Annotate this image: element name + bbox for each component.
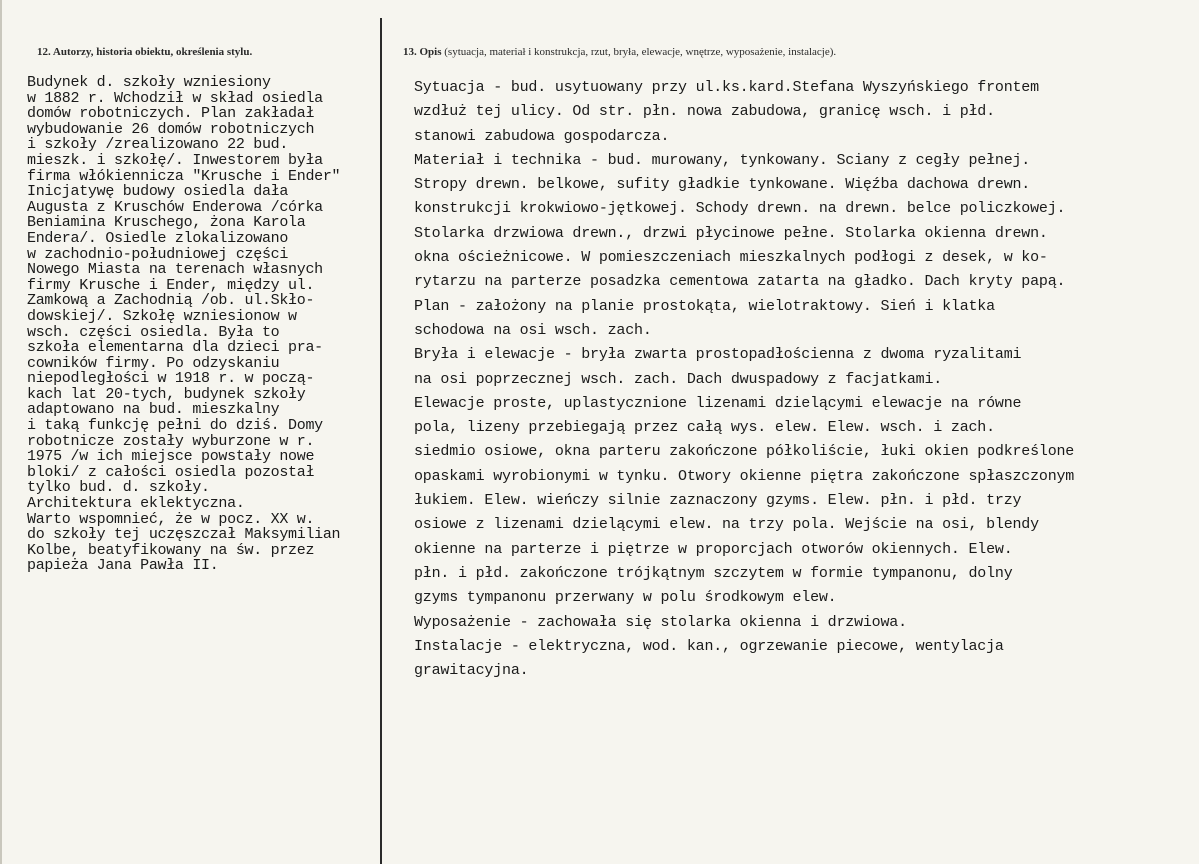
description-line: płn. i płd. zakończone trójkątnym szczytem w formie tympanonu, dolny <box>414 564 1013 582</box>
description-line: opaskami wyrobionymi w tynku. Otwory okienne piętra zakończone spłaszczonym <box>414 467 1075 485</box>
history-line: mieszk. i szkołę/. Inwestorem była <box>27 151 323 169</box>
history-line: niepodległości w 1918 r. w począ- <box>27 370 315 388</box>
history-text <box>27 75 382 574</box>
history-line: Zamkową a Zachodnią /ob. ul.Skło- <box>27 292 315 310</box>
description-line: grawitacyjna. <box>414 662 529 680</box>
history-line: domów robotniczych. Plan zakładał <box>27 105 315 123</box>
history-line: i szkoły /zrealizowano 22 bud. <box>27 136 289 154</box>
description-line: pola, lizeny przebiegają przez całą wys. elew. Elew. wsch. i zach. <box>414 419 995 437</box>
history-line: cowników firmy. Po odzyskaniu <box>27 354 280 372</box>
history-line: Architektura eklektyczna. <box>27 495 245 513</box>
description-line: siedmio osiowe, okna parteru zakończone półkoliście, łuki okien podkreślone <box>414 443 1075 461</box>
history-line: szkoła elementarna dla dzieci pra- <box>27 339 323 357</box>
description-line: Elewacje proste, uplastycznione lizenami dzielącymi elewacje na równe <box>414 394 1022 412</box>
history-line: bloki/ z całości osiedla pozostał <box>27 463 315 481</box>
history-line: w 1882 r. Wchodził w skład osiedla <box>27 89 323 107</box>
history-line: robotnicze zostały wyburzone w r. <box>27 432 315 450</box>
history-line: do szkoły tej uczęszczał Maksymilian <box>27 526 341 544</box>
history-line: i taką funkcję pełni do dziś. Domy <box>27 417 323 435</box>
description-line: wzdłuż tej ulicy. Od str. płn. nowa zabudowa, granicę wsch. i płd. <box>414 103 995 121</box>
description-line: Materiał i technika - bud. murowany, tynkowany. Sciany z cegły pełnej. <box>414 151 1031 169</box>
right-column-heading <box>403 46 836 58</box>
history-line: kach lat 20-tych, budynek szkoły <box>27 385 306 403</box>
description-line: Stropy drewn. belkowe, sufity gładkie tynkowane. Więźba dachowa drewn. <box>414 176 1031 194</box>
history-line: 1975 /w ich miejsce powstały nowe <box>27 448 315 466</box>
description-line: Wyposażenie - zachowała się stolarka okienna i drzwiowa. <box>414 613 907 631</box>
description-line: okna ościeżnicowe. W pomieszczeniach mieszkalnych podłogi z desek, w ko- <box>414 249 1048 267</box>
description-line: rytarzu na parterze posadzka cementowa zatarta na gładko. Dach kryty papą. <box>414 273 1066 291</box>
history-line: wsch. części osiedla. Była to <box>27 323 280 341</box>
left-column-heading: 12. Autorzy, historia obiektu, określenia stylu. <box>37 46 253 58</box>
history-line: tylko bud. d. szkoły. <box>27 479 210 497</box>
history-line: dowskiej/. Szkołę wzniesionow w <box>27 307 297 325</box>
description-line: gzyms tympanonu przerwany w polu środkowym elew. <box>414 589 837 607</box>
description-line: Bryła i elewacje - bryła zwarta prostopadłościenna z dwoma ryzalitami <box>414 346 1022 364</box>
right-heading-number: 13. Opis <box>403 46 442 58</box>
description-line: Sytuacja - bud. usytuowany przy ul.ks.kard.Stefana Wyszyńskiego frontem <box>414 79 1039 96</box>
description-line: okienne na parterze i piętrze w proporcjach otworów okiennych. Elew. <box>414 540 1013 558</box>
description-line: Instalacje - elektryczna, wod. kan., ogrzewanie piecowe, wentylacja <box>414 637 1004 655</box>
history-line: Augusta z Kruschów Enderowa /córka <box>27 198 323 216</box>
description-line: konstrukcji krokwiowo-jętkowej. Schody drewn. na drewn. belce policzkowej. <box>414 200 1066 218</box>
description-line: osiowe z lizenami dzielącymi elew. na trzy pola. Wejście na osi, blendy <box>414 516 1039 534</box>
description-line: łukiem. Elew. wieńczy silnie zaznaczony gzyms. Elew. płn. i płd. trzy <box>414 492 1022 510</box>
history-line: Warto wspomnieć, że w pocz. XX w. <box>27 510 315 528</box>
history-line: Kolbe, beatyfikowany na św. przez <box>27 541 315 559</box>
history-line: adaptowano na bud. mieszkalny <box>27 401 280 419</box>
history-line: Nowego Miasta na terenach własnych <box>27 261 323 279</box>
description-line: na osi poprzecznej wsch. zach. Dach dwuspadowy z facjatkami. <box>414 370 943 388</box>
history-line: firmy Krusche i Ender, między ul. <box>27 276 315 294</box>
description-line: Stolarka drzwiowa drewn., drzwi płycinowe pełne. Stolarka okienna drewn. <box>414 224 1048 242</box>
history-line: firma włókiennicza "Krusche i Ender" <box>27 167 341 185</box>
description-line: schodowa na osi wsch. zach. <box>414 321 652 339</box>
right-heading-scope: (sytuacja, materiał i konstrukcja, rzut, bryła, elewacje, wnętrze, wyposażenie, instalacje). <box>444 46 837 58</box>
description-line: Plan - założony na planie prostokąta, wielotraktowy. Sień i klatka <box>414 297 995 315</box>
history-line: Beniamina Kruschego, żona Karola <box>27 214 306 232</box>
history-line: Endera/. Osiedle zlokalizowano <box>27 229 289 247</box>
description-text <box>414 76 1199 683</box>
history-line: Inicjatywę budowy osiedla dała <box>27 183 289 201</box>
history-line: papieża Jana Pawła II. <box>27 557 219 575</box>
history-line: w zachodnio-południowej części <box>27 245 289 263</box>
description-line: stanowi zabudowa gospodarcza. <box>414 127 670 145</box>
history-line: wybudowanie 26 domów robotniczych <box>27 120 315 138</box>
history-line: Budynek d. szkoły wzniesiony <box>27 74 271 91</box>
